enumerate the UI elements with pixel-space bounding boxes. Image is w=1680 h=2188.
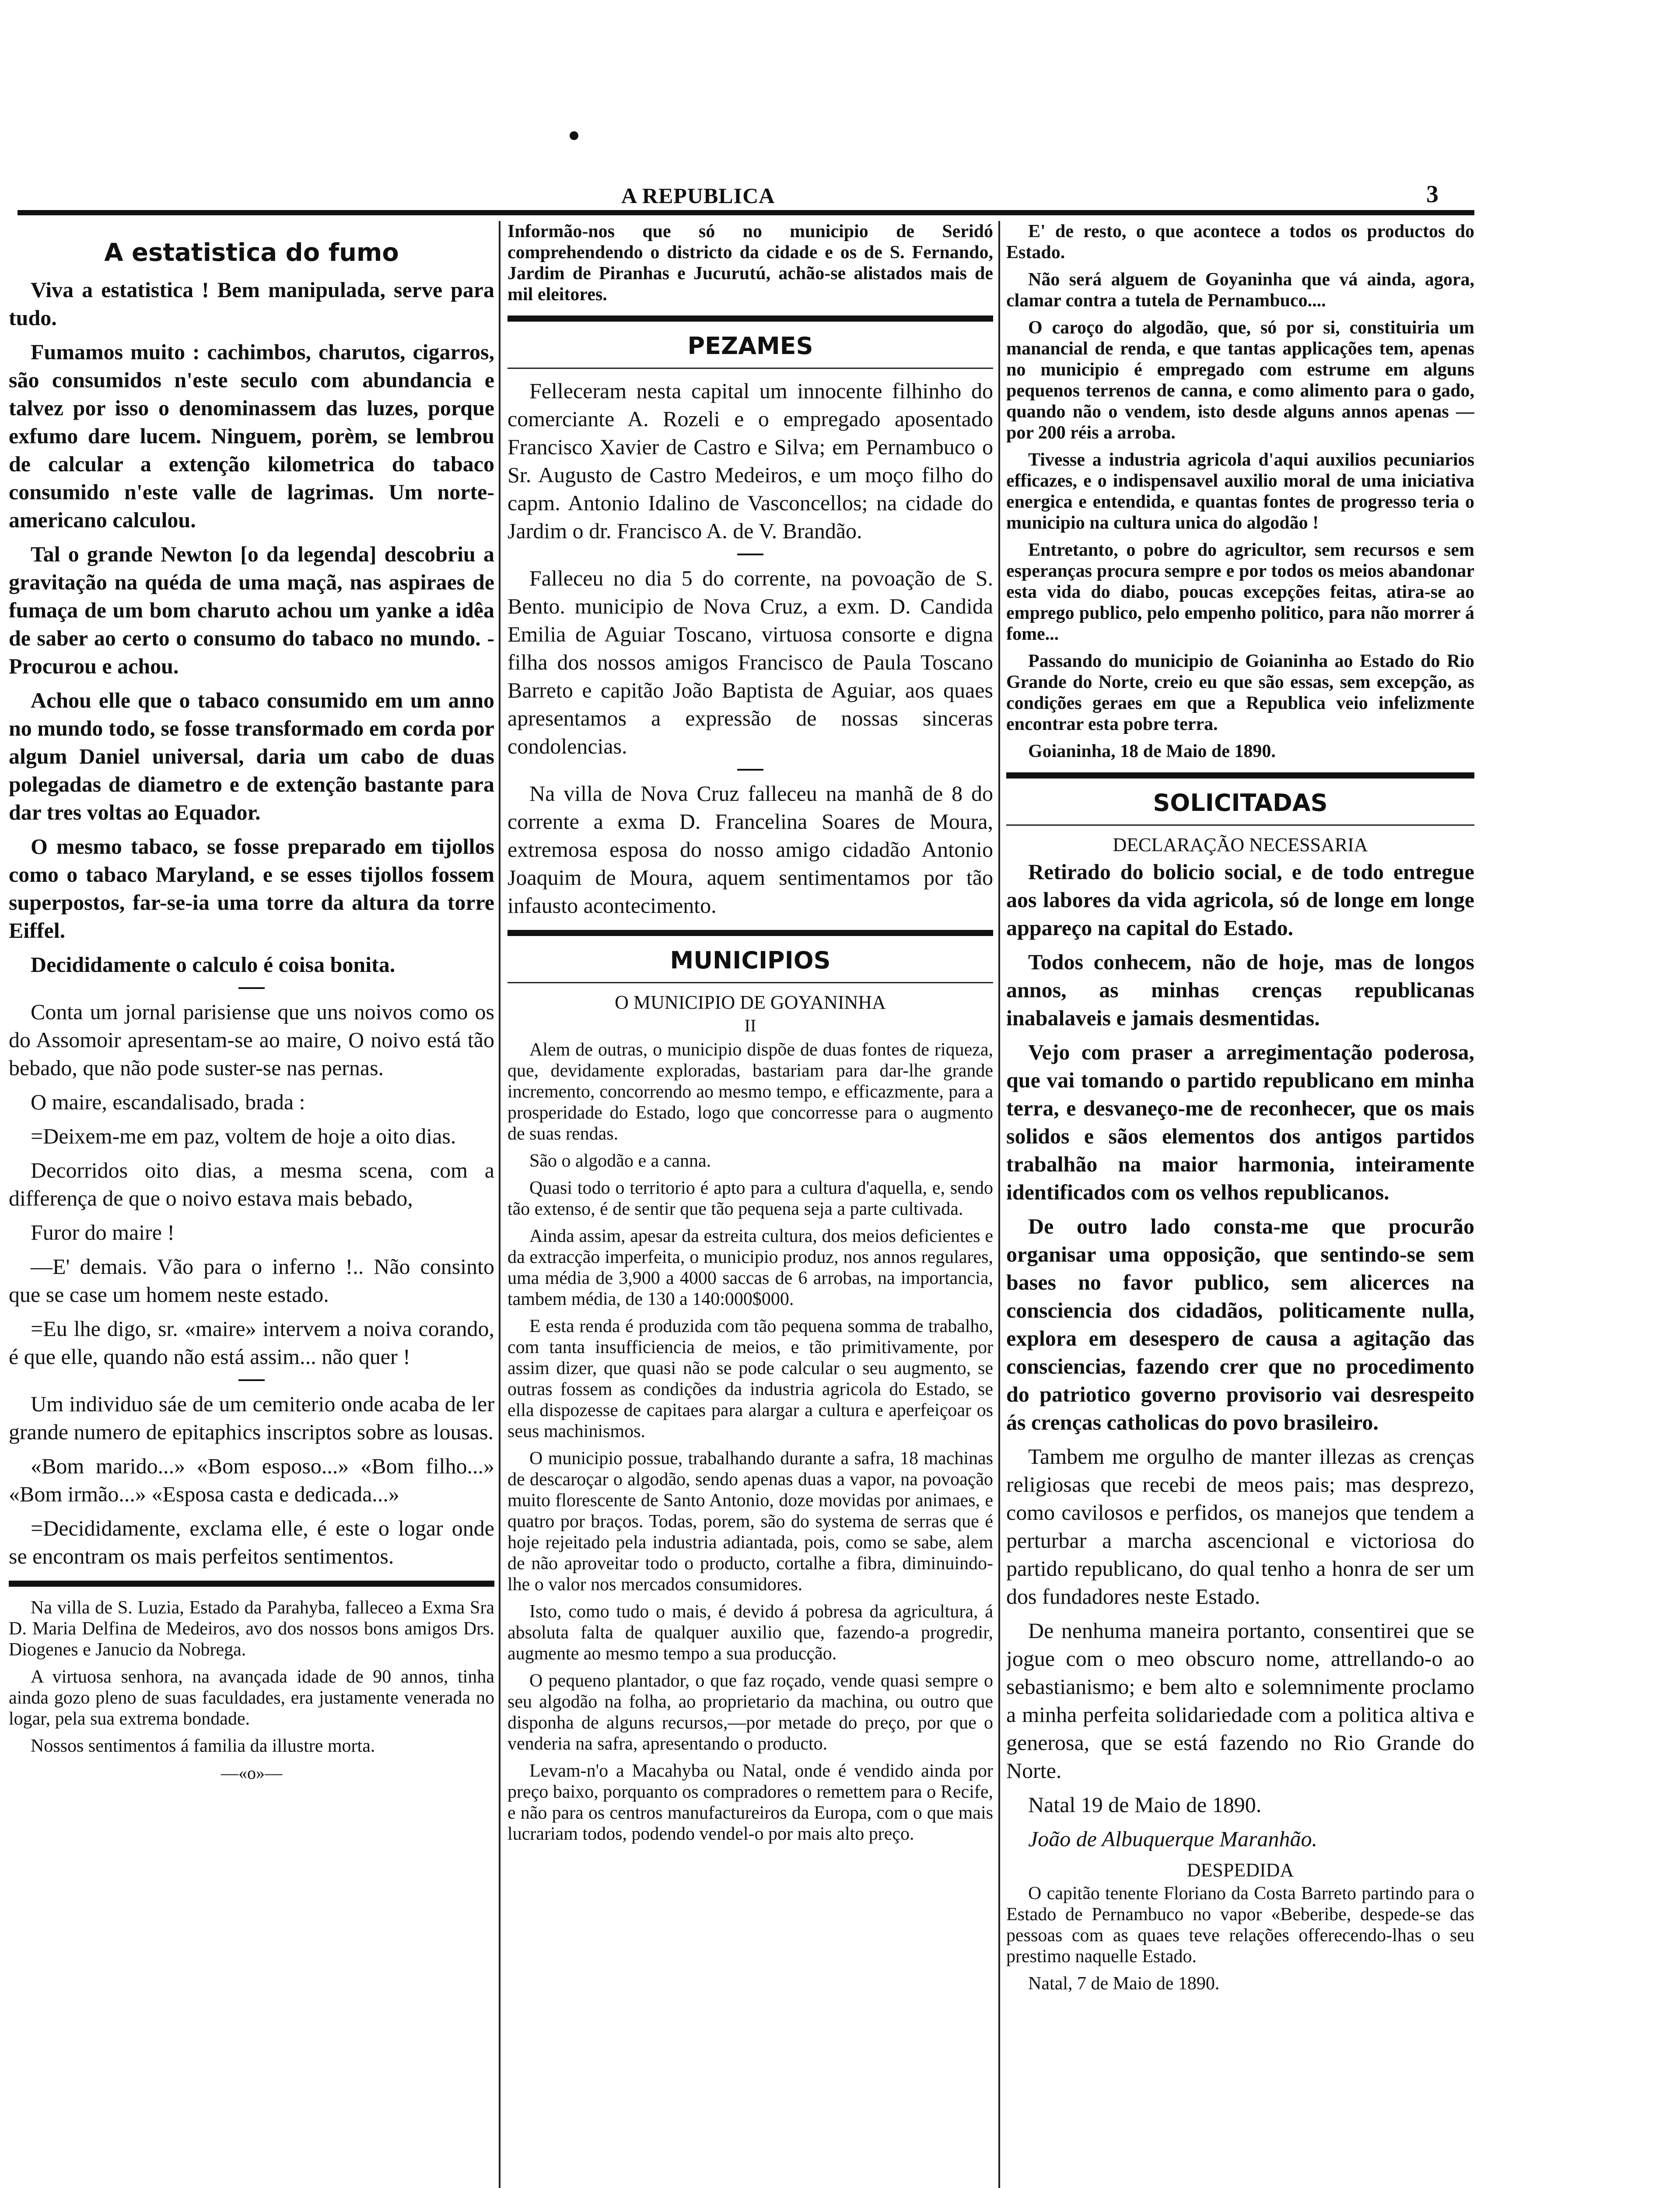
- paragraph: Achou elle que o tabaco consumido em um anno no mundo todo, se fosse transformado em corda por algum Daniel universal, daria um cabo de duas polegadas de diametro e de extenção bastante para dar tres voltas ao Equador.: [9, 688, 494, 824]
- paragraph: =Deixem-me em paz, voltem de hoje a oito dias.: [31, 1124, 456, 1148]
- article-title: DESPEDIDA: [1186, 1859, 1294, 1881]
- paragraph: Conta um jornal parisiense que uns noivos como os do Assomoir apresentam-se ao maire, O noivo está tão bebado, que não pode suster-se nas pernas.: [9, 999, 494, 1080]
- paragraph: De outro lado consta-me que procurão organisar uma opposição, que sentindo-se sem bases no favor publico, sem alicerces na consciencia dos cidadãos, politicamente nulla, explora em desespero de causa a agitação das consciencias, fazendo crer que no procedimento do patriotico governo provisorio vai desrespeito ás crenças catholicas do povo brasileiro.: [1006, 1214, 1474, 1434]
- part-number: II: [744, 1016, 756, 1035]
- column-3: [1006, 221, 1474, 2188]
- paragraph: Levam-n'o a Macahyba ou Natal, onde é vendido ainda por preço baixo, porquanto os compradores o remettem para o Recife, e não para os centros manufactureiros da Europa, com o que mais lucrariam todos, podendo vendel-o por mais alto preço.: [508, 1761, 993, 1844]
- column-1: [9, 221, 494, 2188]
- pezames-body: [508, 377, 993, 919]
- declaration-date: Natal 19 de Maio de 1890.: [1028, 1792, 1262, 1817]
- paragraph: =Decididamente, exclama elle, é este o logar onde se encontram os mais perfeitos sentimentos.: [9, 1516, 494, 1568]
- paragraph: Na villa de Nova Cruz falleceu na manhã de 8 do corrente a exma D. Francelina Soares de Moura, extremosa esposa do nosso amigo cidadão Antonio Joaquim de Moura, aquem sentimentamos por tão infausto acontecimento.: [508, 781, 993, 918]
- section-rule: [508, 316, 993, 322]
- paragraph: O maire, escandalisado, brada :: [31, 1090, 305, 1114]
- article-heading: A estatistica do fumo: [104, 238, 399, 267]
- paragraph: O capitão tenente Floriano da Costa Barreto partindo para o Estado de Pernambuco no vapor «Beberibe, despede-se das pessoas com as quaes teve relações offerecendo-lhas o seu prestimo naquelle Estado.: [1006, 1883, 1474, 1967]
- section-heading-solicitadas: SOLICITADAS: [1153, 789, 1328, 817]
- column-divider: [499, 221, 500, 2188]
- page-number: 3: [1426, 181, 1438, 208]
- paragraph: E' de resto, o que acontece a todos os productos do Estado.: [1006, 221, 1474, 263]
- paragraph: Tivesse a industria agricola d'aqui auxilios pecuniarios efficazes, e o indispensavel auxilio moral de uma iniciativa energica e entendida, e quantas fontes de progresso teria o municipio na cultura unica do algodão !: [1006, 450, 1474, 533]
- section-rule: [1006, 772, 1474, 778]
- section-rule: [1006, 824, 1474, 826]
- article-body: [9, 276, 494, 978]
- paragraph: O mesmo tabaco, se fosse preparado em tijollos como o tabaco Maryland, e se esses tijollos fossem superpostos, far-se-ia uma torre da altura da torre Eiffel.: [9, 834, 494, 943]
- paragraph: Decorridos oito dias, a mesma scena, com a differença de que o noivo estava mais bebado,: [9, 1158, 494, 1210]
- section-heading-pezames: PEZAMES: [687, 332, 813, 360]
- paragraph: Todos conhecem, não de hoje, mas de longos annos, as minhas crenças republicanas inabalaveis e jamais desmentidas.: [1006, 950, 1474, 1030]
- paragraph: —E' demais. Vão para o inferno !.. Não consinto que se case um homem neste estado.: [9, 1254, 494, 1307]
- end-mark: —«o»—: [221, 1763, 282, 1783]
- paragraph: O municipio possue, trabalhando durante a safra, 18 machinas de descaroçar o algodão, sendo apenas duas a vapor, na povoação muito florescente de Santo Antonio, doze movidas por animaes, e quatro por braços. Todas, porem, são do systema de serras que é hoje rejeitado pela industria adiantada, pois, como se sabe, alem de não aproveitar todo o producto, cortalhe a fibra, diminuindo-lhe o valor nos mercados consumidores.: [508, 1448, 993, 1595]
- paragraph: Isto, como tudo o mais, é devido á pobresa da agricultura, á absoluta falta de qualquer auxilio que, fazendo-a progredir, augmente ao mesmo tempo a sua producção.: [508, 1602, 993, 1664]
- cemetery-body: [9, 1390, 494, 1570]
- paragraph: De nenhuma maneira portanto, consentirei que se jogue com o meo obscuro nome, attrellando-o ao sebastianismo; e bem alto e solemnimente proclamo a minha perfeita solidariedade com a politica altiva e generosa, que se está fazendo no Rio Grande do Norte.: [1006, 1618, 1474, 1783]
- section-heading-municipios: MUNICIPIOS: [670, 947, 831, 974]
- paragraph: Entretanto, o pobre do agricultor, sem recursos e sem esperanças procura sempre e por todos os meios abandonar esta vida do diabo, poucas excepções feitas, atira-se ao emprego publico, pelo empenho politico, para não morrer á fome...: [1006, 540, 1474, 644]
- paragraph: Alem de outras, o municipio dispõe de duas fontes de riqueza, que, devidamente exploradas, bastariam para dar-lhe grande incremento, concorrendo ao mesmo tempo, e efficazmente, para a prosperidade do Estado, logo que concorresse para o augmento de suas rendas.: [508, 1040, 993, 1144]
- paragraph: Não será alguem de Goyaninha que vá ainda, agora, clamar contra a tutela de Pernambuco....: [1006, 270, 1474, 311]
- article-title: O MUNICIPIO DE GOYANINHA: [615, 992, 886, 1013]
- declaracao-body-2: [1006, 1442, 1474, 1853]
- municipio-continued: [1006, 221, 1474, 762]
- paragraph: Retirado do bolicio social, e de todo entregue aos labores da vida agricola, só de longe em longe appareço na capital do Estado.: [1006, 859, 1474, 940]
- signature: João de Albuquerque Maranhão.: [1028, 1827, 1318, 1851]
- declaracao-body: [1006, 858, 1474, 1436]
- ink-dot: [570, 131, 578, 140]
- paragraph: Na villa de S. Luzia, Estado da Parahyba, falleceo a Exma Sra D. Maria Delfina de Medeiros, avo dos nossos bons amigos Drs. Diogenes e Janucio da Nobrega.: [9, 1598, 494, 1660]
- paragraph: Viva a estatistica ! Bem manipulada, serve para tudo.: [9, 277, 494, 330]
- paragraph: Um individuo sáe de um cemiterio onde acaba de ler grande numero de epitaphics inscriptos sobre as lousas.: [9, 1392, 494, 1444]
- paragraph: O caroço do algodão, que, só por si, constituiria um manancial de renda, e que tantas applicações tem, apenas no municipio é empregado com estrume em alguns pequenos terrenos de canna, e como alimento para o gado, quando não o vendem, isto desde alguns annos apenas —por 200 réis a arroba.: [1006, 318, 1474, 443]
- paragraph: Decididamente o calculo é coisa bonita.: [31, 952, 396, 977]
- paragraph: Fumamos muito : cachimbos, charutos, cigarros, são consumidos n'este seculo com abundancia e talvez por isso o denominassem das luzes, porque exfumo dare lucem. Ninguem, porèm, se lembrou de calcular a extenção kilometrica do tabaco consumido n'este valle de lagrimas. Um norte-americano calculou.: [9, 340, 494, 532]
- paragraph: Tambem me orgulho de manter illezas as crenças religiosas que recebi de meos pais; mas desprezo, como cavilosos e perfidos, os manejos que tendem a perturbar a marcha ascencional e victoriosa do partido republicano, do qual tenho a honra de ser um dos fundadores neste Estado.: [1006, 1444, 1474, 1609]
- separator: [238, 987, 265, 989]
- paragraph: O pequeno plantador, o que faz roçado, vende quasi sempre o seu algodão na folha, ao proprietario da machina, ou outro que disponha de alguns recursos,—por metade do preço, por que o venderia na safra, apresentando o producto.: [508, 1671, 993, 1754]
- header-rule: [18, 210, 1474, 215]
- despedida-body: [1006, 1883, 1474, 1994]
- paragraph: Vejo com praser a arregimentação poderosa, que vai tomando o partido republicano em minha terra, e desvaneço-me de reconhecer, que os mais solidos e sãos elementos dos antigos partidos trabalhão na maior harmonia, inteiramente identificados com os velhos republicanos.: [1006, 1040, 1474, 1204]
- section-rule: [508, 930, 993, 936]
- paragraph: E esta renda é produzida com tão pequena somma de trabalho, com tanta insufficiencia de meios, e tão primitivamente, por assim dizer, que quasi não se pode calcular o seu augmento, se outras fossem as condições da industria agricola do Estado, se ella dispozesse de capitaes para alargar a cultura e aperfeiçoar os seus machinismos.: [508, 1316, 993, 1441]
- paragraph: Felleceram nesta capital um innocente filhinho do comerciante A. Rozeli e o empregado aposentado Francisco Xavier de Castro e Silva; em Pernambuco o Sr. Augusto de Castro Medeiros, e um moço filho do capm. Antonio Idalino de Vasconcellos; na cidade do Jardim o dr. Francisco A. de V. Brandão.: [508, 379, 993, 543]
- separator: [737, 769, 763, 771]
- newspaper-title: A REPUBLICA: [621, 183, 775, 208]
- anecdote-body: [9, 998, 494, 1371]
- article-title: DECLARAÇÃO NECESSARIA: [1113, 834, 1368, 856]
- obituary-note: [9, 1597, 494, 1757]
- column-2: [508, 221, 993, 2188]
- paragraph: Passando do municipio de Goianinha ao Estado do Rio Grande do Norte, creio eu que são essas, sem excepção, as condições geraes em que a Republica veio infelizmente encontrar esta pobre terra.: [1006, 651, 1474, 734]
- separator: [737, 554, 763, 555]
- masthead: [18, 183, 1474, 214]
- paragraph: Quasi todo o territorio é apto para a cultura d'aquella, e, sendo tão extenso, é de sentir que tão pequena seja a parte cultivada.: [508, 1178, 993, 1219]
- paragraph: Nossos sentimentos á familia da illustre morta.: [31, 1736, 375, 1756]
- section-rule: [9, 1581, 494, 1587]
- paragraph: «Bom marido...» «Bom esposo...» «Bom filho...» «Bom irmão...» «Esposa casta e dedicada...»: [9, 1454, 494, 1506]
- paragraph: Falleceu no dia 5 do corrente, na povoação de S. Bento. municipio de Nova Cruz, a exm. D. Candida Emilia de Aguiar Toscano, virtuosa consorte e digna filha dos nossos amigos Francisco de Paula Toscano Barreto e capitão João Baptista de Aguiar, aos quaes apresentamos a expressão de nossas sinceras condolencias.: [508, 566, 993, 758]
- paragraph: =Eu lhe digo, sr. «maire» intervem a noiva corando, é que elle, quando não está assim... não quer !: [9, 1316, 494, 1369]
- section-rule: [508, 982, 993, 983]
- paragraph: A virtuosa senhora, na avançada idade de 90 annos, tinha ainda gozo pleno de suas faculdades, era justamente venerada no logar, pela sua extrema bondade.: [9, 1667, 494, 1729]
- separator: [238, 1379, 265, 1381]
- paragraph: Furor do maire !: [31, 1220, 175, 1245]
- intro-note: [508, 221, 993, 305]
- municipio-body: [508, 1039, 993, 1844]
- paragraph: Ainda assim, apesar da estreita cultura, dos meios deficientes e da extracção imperfeita, o municipio produz, nos annos regulares, uma média de 3,900 a 4000 saccas de 6 arrobas, na importancia, tambem média, de 130 a 140:000$000.: [508, 1226, 993, 1309]
- paragraph: Tal o grande Newton [o da legenda] descobriu a gravitação na quéda de uma maçã, nas aspiraes de fumaça de um bom charuto achou um yanke a idêa de saber ao certo o consumo do tabaco no mundo. -Procurou e achou.: [9, 542, 494, 678]
- dateline: Goianinha, 18 de Maio de 1890.: [1028, 741, 1276, 761]
- paragraph: Informão-nos que só no municipio de Seridó comprehendendo o districto da cidade e os de S. Fernando, Jardim de Piranhas e Jucurutú, achão-se alistados mais de mil eleitores.: [508, 221, 993, 305]
- dateline: Natal, 7 de Maio de 1890.: [1028, 1974, 1220, 1994]
- column-divider: [998, 221, 1000, 2188]
- section-rule: [508, 368, 993, 369]
- paragraph: São o algodão e a canna.: [529, 1151, 711, 1171]
